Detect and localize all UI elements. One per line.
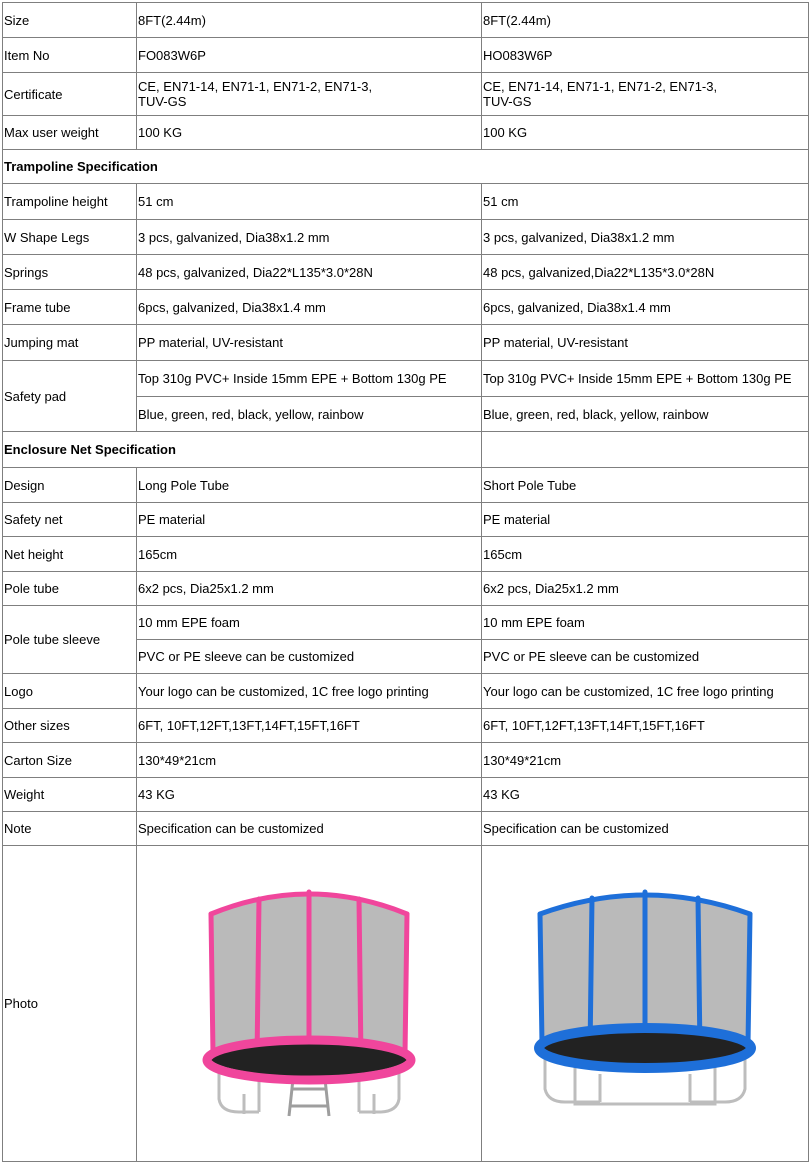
certificate-a-line2: TUV-GS	[138, 94, 187, 109]
value-w-shape-legs-b: 3 pcs, galvanized, Dia38x1.2 mm	[482, 220, 809, 255]
value-jumping-mat-b: PP material, UV-resistant	[482, 325, 809, 361]
value-note-b: Specification can be customized	[482, 812, 809, 846]
value-logo-b: Your logo can be customized, 1C free logo printing	[482, 674, 809, 709]
label-design: Design	[3, 468, 137, 503]
label-jumping-mat: Jumping mat	[3, 325, 137, 361]
value-weight-b: 43 KG	[482, 778, 809, 812]
label-other-sizes: Other sizes	[3, 709, 137, 743]
value-note-a: Specification can be customized	[137, 812, 482, 846]
value-carton-size-a: 130*49*21cm	[137, 743, 482, 778]
row-item-no	[3, 38, 809, 73]
label-photo: Photo	[3, 846, 137, 1162]
label-net-height: Net height	[3, 537, 137, 572]
value-safety-pad-a2: Blue, green, red, black, yellow, rainbow	[137, 397, 482, 432]
row-photo	[3, 846, 809, 1162]
row-net-height	[3, 537, 809, 572]
label-trampoline-height: Trampoline height	[3, 184, 137, 220]
photo-cell-b	[482, 846, 809, 1162]
spec-table	[2, 2, 809, 1162]
value-trampoline-height-b: 51 cm	[482, 184, 809, 220]
value-other-sizes-b: 6FT, 10FT,12FT,13FT,14FT,15FT,16FT	[482, 709, 809, 743]
label-certificate: Certificate	[3, 73, 137, 116]
row-jumping-mat	[3, 325, 809, 361]
photo-cell-a	[137, 846, 482, 1162]
certificate-b-line2: TUV-GS	[483, 94, 532, 109]
value-max-user-weight-a: 100 KG	[137, 116, 482, 150]
value-pole-tube-b: 6x2 pcs, Dia25x1.2 mm	[482, 572, 809, 606]
label-size: Size	[3, 3, 137, 38]
value-safety-pad-b2: Blue, green, red, black, yellow, rainbow	[482, 397, 809, 432]
value-jumping-mat-a: PP material, UV-resistant	[137, 325, 482, 361]
row-safety-pad-1	[3, 361, 809, 397]
value-item-no-a: FO083W6P	[137, 38, 482, 73]
trampoline-pink-image	[199, 884, 419, 1124]
value-pole-sleeve-b1: 10 mm EPE foam	[482, 606, 809, 640]
row-note	[3, 812, 809, 846]
value-pole-tube-a: 6x2 pcs, Dia25x1.2 mm	[137, 572, 482, 606]
value-max-user-weight-b: 100 KG	[482, 116, 809, 150]
value-other-sizes-a: 6FT, 10FT,12FT,13FT,14FT,15FT,16FT	[137, 709, 482, 743]
section-enclosure-title: Enclosure Net Specification	[3, 432, 482, 468]
value-certificate-b	[482, 73, 809, 116]
row-pole-sleeve-1	[3, 606, 809, 640]
row-pole-tube	[3, 572, 809, 606]
value-frame-tube-b: 6pcs, galvanized, Dia38x1.4 mm	[482, 290, 809, 325]
value-pole-sleeve-b2: PVC or PE sleeve can be customized	[482, 640, 809, 674]
row-w-shape-legs	[3, 220, 809, 255]
label-springs: Springs	[3, 255, 137, 290]
label-pole-tube: Pole tube	[3, 572, 137, 606]
label-frame-tube: Frame tube	[3, 290, 137, 325]
value-springs-b: 48 pcs, galvanized,Dia22*L135*3.0*28N	[482, 255, 809, 290]
label-max-user-weight: Max user weight	[3, 116, 137, 150]
value-item-no-b: HO083W6P	[482, 38, 809, 73]
value-pole-sleeve-a2: PVC or PE sleeve can be customized	[137, 640, 482, 674]
label-carton-size: Carton Size	[3, 743, 137, 778]
row-springs	[3, 255, 809, 290]
value-w-shape-legs-a: 3 pcs, galvanized, Dia38x1.2 mm	[137, 220, 482, 255]
trampoline-blue-image	[530, 884, 760, 1124]
row-size	[3, 3, 809, 38]
value-certificate-a	[137, 73, 482, 116]
row-max-user-weight	[3, 116, 809, 150]
value-design-a: Long Pole Tube	[137, 468, 482, 503]
label-safety-net: Safety net	[3, 503, 137, 537]
value-frame-tube-a: 6pcs, galvanized, Dia38x1.4 mm	[137, 290, 482, 325]
section-trampoline-title: Trampoline Specification	[3, 150, 809, 184]
value-carton-size-b: 130*49*21cm	[482, 743, 809, 778]
label-note: Note	[3, 812, 137, 846]
value-pole-sleeve-a1: 10 mm EPE foam	[137, 606, 482, 640]
value-logo-a: Your logo can be customized, 1C free logo printing	[137, 674, 482, 709]
value-springs-a: 48 pcs, galvanized, Dia22*L135*3.0*28N	[137, 255, 482, 290]
label-item-no: Item No	[3, 38, 137, 73]
row-certificate	[3, 73, 809, 116]
label-pole-sleeve: Pole tube sleeve	[3, 606, 137, 674]
certificate-a-line1: CE, EN71-14, EN71-1, EN71-2, EN71-3,	[138, 79, 373, 94]
value-safety-net-b: PE material	[482, 503, 809, 537]
value-net-height-a: 165cm	[137, 537, 482, 572]
row-trampoline-height	[3, 184, 809, 220]
row-other-sizes	[3, 709, 809, 743]
row-weight	[3, 778, 809, 812]
row-frame-tube	[3, 290, 809, 325]
value-size-b: 8FT(2.44m)	[482, 3, 809, 38]
label-logo: Logo	[3, 674, 137, 709]
row-carton-size	[3, 743, 809, 778]
certificate-b-line1: CE, EN71-14, EN71-1, EN71-2, EN71-3,	[483, 79, 718, 94]
value-safety-pad-a1: Top 310g PVC+ Inside 15mm EPE + Bottom 130g PE	[137, 361, 482, 397]
section-enclosure	[3, 432, 809, 468]
value-safety-pad-b1: Top 310g PVC+ Inside 15mm EPE + Bottom 130g PE	[482, 361, 809, 397]
row-logo	[3, 674, 809, 709]
value-design-b: Short Pole Tube	[482, 468, 809, 503]
value-net-height-b: 165cm	[482, 537, 809, 572]
label-w-shape-legs: W Shape Legs	[3, 220, 137, 255]
value-safety-net-a: PE material	[137, 503, 482, 537]
value-size-a: 8FT(2.44m)	[137, 3, 482, 38]
value-trampoline-height-a: 51 cm	[137, 184, 482, 220]
row-safety-net	[3, 503, 809, 537]
value-weight-a: 43 KG	[137, 778, 482, 812]
row-design	[3, 468, 809, 503]
label-weight: Weight	[3, 778, 137, 812]
label-safety-pad: Safety pad	[3, 361, 137, 432]
section-enclosure-empty	[482, 432, 809, 468]
section-trampoline	[3, 150, 809, 184]
